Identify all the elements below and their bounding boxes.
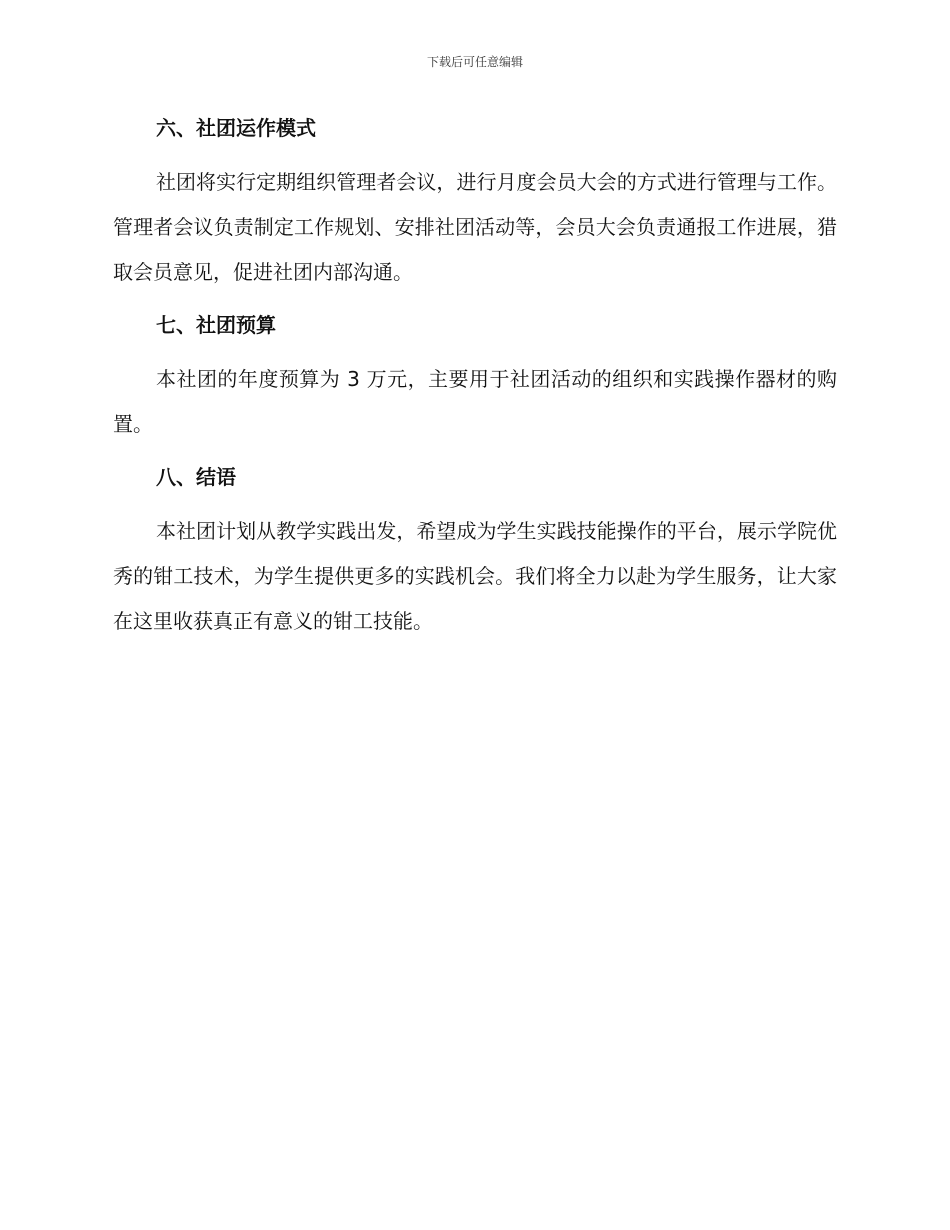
document-body xyxy=(113,110,837,656)
section-heading: 八、结语 xyxy=(156,465,236,489)
section-budget xyxy=(113,307,837,447)
section-heading: 六、社团运作模式 xyxy=(156,116,316,140)
section-heading: 七、社团预算 xyxy=(156,313,276,337)
section-paragraph: 社团将实行定期组织管理者会议，进行月度会员大会的方式进行管理与工作。管理者会议负责制定工作规划、安排社团活动等，会员大会负责通报工作进展，猎取会员意见，促进社团内部沟通。 xyxy=(113,170,837,284)
section-paragraph: 本社团计划从教学实践出发，希望成为学生实践技能操作的平台，展示学院优秀的钳工技术，为学生提供更多的实践机会。我们将全力以赴为学生服务，让大家在这里收获真正有意义的钳工技能。 xyxy=(113,519,837,633)
section-operation-mode xyxy=(113,110,837,295)
page-header: 下载后可任意编辑 xyxy=(426,55,523,69)
section-paragraph: 本社团的年度预算为 3 万元，主要用于社团活动的组织和实践操作器材的购置。 xyxy=(113,367,837,436)
section-conclusion xyxy=(113,459,837,644)
